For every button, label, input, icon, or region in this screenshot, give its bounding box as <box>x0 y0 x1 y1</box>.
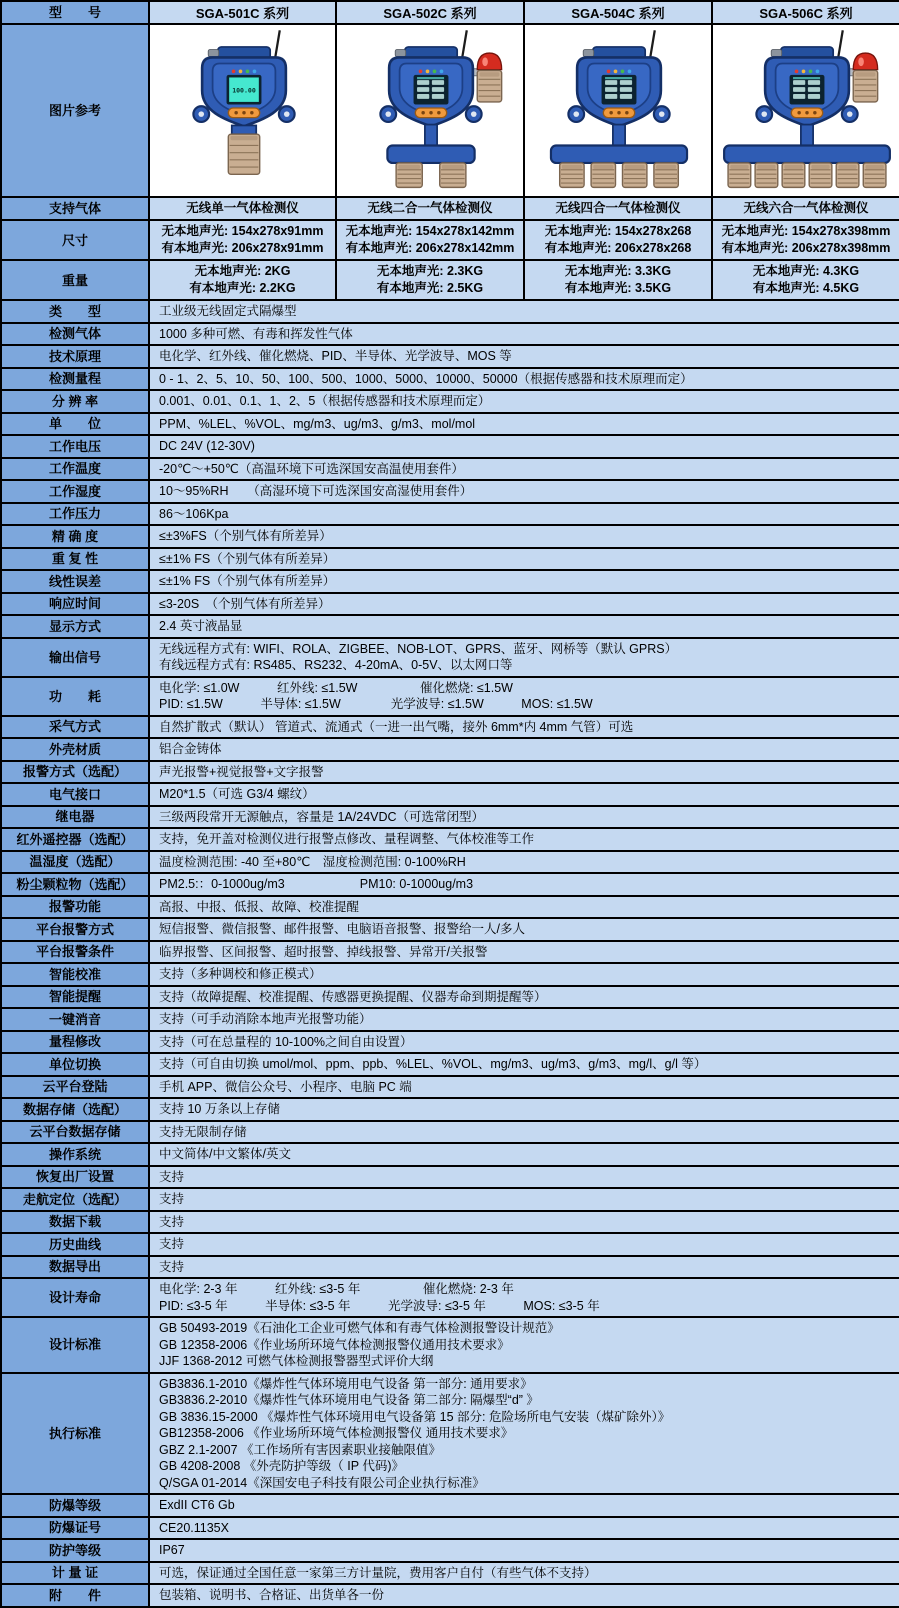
value-line: 支持 10 万条以上存储 <box>159 1102 280 1116</box>
row-label: 工作温度 <box>1 458 149 481</box>
row-label: 支持气体 <box>1 197 149 220</box>
value-line: ≤±1% FS（个别气体有所差异） <box>159 551 336 566</box>
row-label: 报警功能 <box>1 896 149 919</box>
value-line: 无线单一气体检测仪 <box>186 201 299 215</box>
value-line: 支持 <box>159 1192 185 1206</box>
value-line: 有本地声光: 4.5KG <box>752 281 860 295</box>
row-label: 响应时间 <box>1 593 149 616</box>
value-line: 支持 <box>159 1169 185 1184</box>
sensor-probe-icon <box>622 163 646 187</box>
value-line: 临界报警、区间报警、超时报警、掉线报警、异常开/关报警 <box>159 944 488 959</box>
table-row <box>1 918 899 941</box>
row-label: 检测气体 <box>1 323 149 346</box>
table-row <box>1 873 899 896</box>
row-value <box>149 638 899 677</box>
table-row <box>1 1211 899 1234</box>
value-line: 无本地声光: 154x278x268 <box>544 224 692 238</box>
sensor-manifold <box>724 146 890 163</box>
row-value <box>524 220 712 260</box>
value-line: PPM、%LEL、%VOL、mg/m3、ug/m3、g/m3、mol/mol <box>159 416 476 431</box>
row-label: 计 量 证 <box>1 1562 149 1585</box>
row-value <box>149 503 899 526</box>
table-row <box>1 1584 899 1607</box>
table-row <box>1 503 899 526</box>
table-row <box>1 1278 899 1317</box>
table-row <box>1 593 899 616</box>
table-row <box>1 525 899 548</box>
row-label: 云平台登陆 <box>1 1076 149 1099</box>
row-label: 检测量程 <box>1 368 149 391</box>
value-line: 有本地声光: 2.5KG <box>376 281 484 295</box>
gas-detector-illustration-sga-506c <box>713 26 899 190</box>
row-value <box>149 300 899 323</box>
table-row <box>1 1053 899 1076</box>
row-label: 数据下载 <box>1 1211 149 1234</box>
detector-body <box>756 47 857 126</box>
row-value <box>149 963 899 986</box>
row-label: 粉尘颗粒物（选配） <box>1 873 149 896</box>
table-row <box>1 615 899 638</box>
row-label: 一键消音 <box>1 1008 149 1031</box>
sensor-probe-icon <box>440 163 466 187</box>
row-value <box>149 260 336 300</box>
row-label: 采气方式 <box>1 716 149 739</box>
row-value <box>149 677 899 716</box>
row-value <box>149 716 899 739</box>
value-line: GBZ 2.1-2007 《工作场所有害因素职业接触限值》 <box>159 1442 441 1457</box>
table-row <box>1 1317 899 1373</box>
model-header: SGA-506C 系列 <box>712 1 899 24</box>
value-line: 0 - 1、2、5、10、50、100、500、1000、5000、10000、50000（根据传感器和技术原理而定） <box>159 371 693 386</box>
model-header: SGA-502C 系列 <box>336 1 524 24</box>
table-body <box>1 24 899 1607</box>
value-line: 无本地声光: 3.3KG <box>564 264 672 278</box>
row-value <box>149 368 899 391</box>
row-value <box>149 1562 899 1585</box>
value-line: ExdII CT6 Gb <box>159 1498 235 1512</box>
sensor-probe-icon <box>809 163 832 187</box>
value-line: 三级两段常开无源触点，容量是 1A/24VDC（可选常闭型） <box>159 809 485 824</box>
row-value <box>149 1031 899 1054</box>
row-value <box>149 1278 899 1317</box>
row-label: 红外遥控器（选配） <box>1 828 149 851</box>
value-line: 手机 APP、微信公众号、小程序、电脑 PC 端 <box>159 1079 412 1094</box>
row-value <box>149 525 899 548</box>
row-label: 单 位 <box>1 413 149 436</box>
header-row <box>1 1 899 24</box>
row-value <box>149 458 899 481</box>
value-line: 短信报警、微信报警、邮件报警、电脑语音报警、报警给一人/多人 <box>159 922 525 936</box>
row-label: 重量 <box>1 260 149 300</box>
value-line: GB 50493-2019《石油化工企业可燃气体和有毒气体检测报警设计规范》 <box>159 1321 560 1335</box>
row-label: 功 耗 <box>1 677 149 716</box>
row-value <box>149 761 899 784</box>
sensor-probe-icon <box>782 163 805 187</box>
value-line: GB 3836.15-2000 《爆炸性气体环境用电气设备第 15 部分: 危险场所电气安装（煤矿除外）》 <box>159 1409 671 1424</box>
value-line: 支持无限制存储 <box>159 1124 247 1139</box>
row-value <box>149 1317 899 1373</box>
device-image-cell-sga-501c <box>149 24 336 197</box>
value-line: 包装箱、说明书、合格证、出货单各一份 <box>159 1588 385 1602</box>
row-label: 设计寿命 <box>1 1278 149 1317</box>
table-row <box>1 197 899 220</box>
sensor-neck <box>613 125 625 148</box>
gas-detector-illustration-sga-501c <box>150 26 336 190</box>
table-row <box>1 1188 899 1211</box>
row-value <box>149 548 899 571</box>
device-image-cell-sga-504c <box>524 24 712 197</box>
value-line: 支持 <box>159 1214 185 1229</box>
value-line: 无本地声光: 4.3KG <box>752 264 860 278</box>
table-row <box>1 783 899 806</box>
table-row <box>1 1562 899 1585</box>
value-line: GB3836.2-2010《爆炸性气体环境用电气设备 第二部分: 隔爆型“d” 》 <box>159 1393 539 1407</box>
value-line: 86～106Kpa <box>159 506 229 521</box>
value-line: 支持，免开盖对检测仪进行报警点修改、量程调整、气体校准等工作 <box>159 832 535 846</box>
row-label: 报警方式（选配） <box>1 761 149 784</box>
row-label: 智能提醒 <box>1 986 149 1009</box>
row-value <box>149 413 899 436</box>
row-label: 线性误差 <box>1 570 149 593</box>
row-label: 工作压力 <box>1 503 149 526</box>
table-row <box>1 1233 899 1256</box>
row-label: 设计标准 <box>1 1317 149 1373</box>
table-row <box>1 1076 899 1099</box>
sensor-collar <box>232 125 256 134</box>
table-row <box>1 300 899 323</box>
table-row <box>1 677 899 716</box>
table-row <box>1 435 899 458</box>
row-label: 外壳材质 <box>1 738 149 761</box>
row-value <box>336 197 524 220</box>
sensor-manifold <box>387 146 474 163</box>
row-label: 量程修改 <box>1 1031 149 1054</box>
row-value <box>149 1076 899 1099</box>
row-label: 平台报警条件 <box>1 941 149 964</box>
row-value <box>149 615 899 638</box>
sensor-probe-icon <box>591 163 615 187</box>
value-line: 无线四合一气体检测仪 <box>555 201 681 215</box>
row-label: 精 确 度 <box>1 525 149 548</box>
value-line: ≤±3%FS（个别气体有所差异） <box>159 529 332 543</box>
table-row <box>1 986 899 1009</box>
model-header: SGA-504C 系列 <box>524 1 712 24</box>
row-label: 防护等级 <box>1 1539 149 1562</box>
sensor-neck <box>425 125 437 148</box>
row-label: 输出信号 <box>1 638 149 677</box>
row-value <box>149 220 336 260</box>
value-line: 电化学: ≤1.0W 红外线: ≤1.5W 催化燃烧: ≤1.5W <box>159 680 513 695</box>
value-line: IP67 <box>159 1543 185 1557</box>
row-label: 防爆证号 <box>1 1517 149 1540</box>
value-line: 支持 <box>159 1259 185 1274</box>
gas-detector-illustration-sga-504c <box>525 26 712 190</box>
row-value <box>712 220 899 260</box>
table-row <box>1 806 899 829</box>
row-label: 执行标准 <box>1 1373 149 1495</box>
detector-body <box>568 47 669 126</box>
row-value <box>336 220 524 260</box>
value-line: 可选，保证通过全国任意一家第三方计量院，费用客户自付（有些气体不支持） <box>159 1565 597 1580</box>
row-value <box>149 986 899 1009</box>
row-label: 继电器 <box>1 806 149 829</box>
value-line: 0.001、0.01、0.1、1、2、5（根据传感器和技术原理而定） <box>159 394 491 408</box>
row-value <box>712 260 899 300</box>
row-value <box>149 323 899 346</box>
row-label: 电气接口 <box>1 783 149 806</box>
row-label: 走航定位（选配） <box>1 1188 149 1211</box>
value-line: 无线六合一气体检测仪 <box>743 201 869 215</box>
value-line: 声光报警+视觉报警+文字报警 <box>159 764 324 779</box>
row-value <box>149 1373 899 1495</box>
row-value <box>149 1233 899 1256</box>
value-line: 有本地声光: 206x278x91mm <box>161 241 324 255</box>
value-line: 自然扩散式（默认） 管道式、流通式（一进一出气嘴，接外 6mm*内 4mm 气管）可选 <box>159 719 634 734</box>
device-image-cell-sga-506c <box>712 24 899 197</box>
row-value <box>149 851 899 874</box>
value-line: JJF 1368-2012 可燃气体检测报警器型式评价大纲 <box>159 1354 434 1368</box>
value-line: PID: ≤1.5W 半导体: ≤1.5W 光学波导: ≤1.5W MOS: ≤1.5W <box>159 697 593 711</box>
value-line: 2.4 英寸液晶显 <box>159 619 243 633</box>
value-line: 支持 <box>159 1237 185 1251</box>
row-value <box>524 197 712 220</box>
beacon-base <box>477 70 501 101</box>
value-line: Q/SGA 01-2014《深国安电子科技有限公司企业执行标准》 <box>159 1475 485 1490</box>
table-row <box>1 413 899 436</box>
row-label: 尺寸 <box>1 220 149 260</box>
table-row <box>1 345 899 368</box>
sensor-probe-icon <box>396 163 422 187</box>
table-row <box>1 570 899 593</box>
value-line: 无本地声光: 154x278x398mm <box>721 224 891 238</box>
table-row <box>1 480 899 503</box>
value-line: 无本地声光: 154x278x91mm <box>161 224 324 238</box>
value-line: 支持（可手动消除本地声光报警功能） <box>159 1012 372 1026</box>
value-line: 有本地声光: 2.2KG <box>189 281 296 295</box>
value-line: 电化学、红外线、催化燃烧、PID、半导体、光学波导、MOS 等 <box>159 349 512 363</box>
row-value <box>524 260 712 300</box>
row-label: 温湿度（选配） <box>1 851 149 874</box>
sensor-probe-icon <box>755 163 778 187</box>
row-label: 数据存储（选配） <box>1 1098 149 1121</box>
value-line: 10～95%RH （高湿环境下可选深国安高湿使用套件） <box>159 484 473 498</box>
row-value <box>149 941 899 964</box>
row-value <box>149 1517 899 1540</box>
value-line: 铝合金铸体 <box>159 742 222 756</box>
header-model-label: 型 号 <box>1 1 149 24</box>
row-label: 防爆等级 <box>1 1494 149 1517</box>
sensor-probe-icon <box>863 163 886 187</box>
row-label: 附 件 <box>1 1584 149 1607</box>
table-row <box>1 1143 899 1166</box>
row-label: 技术原理 <box>1 345 149 368</box>
svg-text:100.00: 100.00 <box>232 86 256 95</box>
value-line: 1000 多种可燃、有毒和挥发性气体 <box>159 326 353 341</box>
table-row <box>1 1517 899 1540</box>
table-row <box>1 260 899 300</box>
row-value <box>149 806 899 829</box>
row-label: 平台报警方式 <box>1 918 149 941</box>
value-line: 有本地声光: 3.5KG <box>564 281 672 295</box>
table-row <box>1 1166 899 1189</box>
value-line: 支持（可在总量程的 10-100%之间自由设置） <box>159 1034 413 1049</box>
row-label: 分 辨 率 <box>1 390 149 413</box>
row-value <box>149 1098 899 1121</box>
value-line: 支持（多种调校和修正模式） <box>159 967 322 981</box>
value-line: M20*1.5（可选 G3/4 螺纹） <box>159 787 315 801</box>
row-value <box>149 1539 899 1562</box>
value-line: ≤±1% FS（个别气体有所差异） <box>159 574 336 588</box>
row-value <box>149 480 899 503</box>
row-value <box>149 1188 899 1211</box>
sensor-probe-icon <box>654 163 678 187</box>
row-value <box>149 1166 899 1189</box>
row-label: 历史曲线 <box>1 1233 149 1256</box>
value-line: 有本地声光: 206x278x268 <box>544 241 692 255</box>
table-row <box>1 390 899 413</box>
table-row <box>1 638 899 677</box>
table-row <box>1 963 899 986</box>
table-row <box>1 1494 899 1517</box>
row-value <box>149 1053 899 1076</box>
table-row <box>1 761 899 784</box>
row-value <box>149 873 899 896</box>
table-row <box>1 368 899 391</box>
gas-detector-illustration-sga-502c <box>337 26 524 190</box>
value-line: 有本地声光: 206x278x142mm <box>345 241 515 255</box>
row-value <box>149 918 899 941</box>
table-row <box>1 1008 899 1031</box>
table-row <box>1 1373 899 1495</box>
value-line: 高报、中报、低报、故障、校准提醒 <box>159 899 360 914</box>
row-label: 工作电压 <box>1 435 149 458</box>
value-line: PM2.5:：0-1000ug/m3 PM10: 0-1000ug/m3 <box>159 877 474 891</box>
row-value <box>149 738 899 761</box>
table-row <box>1 548 899 571</box>
table-row <box>1 458 899 481</box>
table-row <box>1 1098 899 1121</box>
detector-body <box>193 47 294 126</box>
row-value <box>149 345 899 368</box>
table-row <box>1 1256 899 1279</box>
sensor-neck <box>801 125 813 148</box>
value-line: 工业级无线固定式隔爆型 <box>159 304 297 318</box>
row-value <box>149 1121 899 1144</box>
row-label: 智能校准 <box>1 963 149 986</box>
sensor-probe-icon <box>728 163 751 187</box>
value-line: 支持（故障提醒、校准提醒、传感器更换提醒、仪器寿命到期提醒等） <box>159 989 547 1004</box>
row-value <box>149 896 899 919</box>
table-row <box>1 896 899 919</box>
sensor-manifold <box>551 146 687 163</box>
value-line: ≤3-20S （个别气体有所差异） <box>159 596 331 611</box>
detector-body <box>380 47 481 126</box>
row-value <box>149 783 899 806</box>
row-label: 工作湿度 <box>1 480 149 503</box>
model-header: SGA-501C 系列 <box>149 1 336 24</box>
sensor-probe-icon <box>228 134 259 174</box>
value-line: 无线远程方式有: WIFI、ROLA、ZIGBEE、NOB-LOT、GPRS、蓝牙、网桥等（默认 GPRS） <box>159 641 678 656</box>
row-label: 显示方式 <box>1 615 149 638</box>
value-line: 无本地声光: 2KG <box>194 264 291 278</box>
value-line: 有线远程方式有: RS485、RS232、4-20mA、0-5V、以太网口等 <box>159 658 513 672</box>
value-line: 支持（可自由切换 umol/mol、ppm、ppb、%LEL、%VOL、mg/m3、ug/m3、g/m3、mg/l、g/l 等） <box>159 1057 707 1071</box>
row-value <box>149 435 899 458</box>
row-value <box>149 1584 899 1607</box>
row-label: 图片参考 <box>1 24 149 197</box>
row-label: 恢复出厂设置 <box>1 1166 149 1189</box>
row-label: 类 型 <box>1 300 149 323</box>
value-line: 无本地声光: 2.3KG <box>376 264 484 278</box>
row-label: 操作系统 <box>1 1143 149 1166</box>
table-row <box>1 738 899 761</box>
row-value <box>712 197 899 220</box>
value-line: 有本地声光: 206x278x398mm <box>721 241 891 255</box>
row-label: 数据导出 <box>1 1256 149 1279</box>
beacon-base <box>853 70 877 101</box>
table-row <box>1 220 899 260</box>
device-image-cell-sga-502c <box>336 24 524 197</box>
value-line: 温度检测范围: -40 至+80℃ 湿度检测范围: 0-100%RH <box>159 854 466 869</box>
sensor-probe-icon <box>836 163 859 187</box>
row-value <box>149 570 899 593</box>
value-line: GB 12358-2006《作业场所环境气体检测报警仪通用技术要求》 <box>159 1337 510 1352</box>
table-row <box>1 851 899 874</box>
image-row <box>1 24 899 197</box>
row-label: 重 复 性 <box>1 548 149 571</box>
row-label: 单位切换 <box>1 1053 149 1076</box>
row-value <box>149 197 336 220</box>
value-line: -20℃～+50℃（高温环境下可选深国安高温使用套件） <box>159 461 464 476</box>
value-line: GB3836.1-2010《爆炸性气体环境用电气设备 第一部分: 通用要求》 <box>159 1376 533 1391</box>
value-line: 无线二合一气体检测仪 <box>367 201 493 215</box>
row-value <box>149 390 899 413</box>
sensor-probe-icon <box>560 163 584 187</box>
table-row <box>1 941 899 964</box>
row-value <box>149 1494 899 1517</box>
table-row <box>1 828 899 851</box>
table-row <box>1 716 899 739</box>
row-value <box>149 593 899 616</box>
table-row <box>1 1121 899 1144</box>
row-value <box>149 828 899 851</box>
table-row <box>1 1539 899 1562</box>
value-line: 中文简体/中文繁体/英文 <box>159 1147 291 1161</box>
row-value <box>336 260 524 300</box>
row-value <box>149 1211 899 1234</box>
row-label: 云平台数据存储 <box>1 1121 149 1144</box>
row-value <box>149 1256 899 1279</box>
value-line: GB 4208-2008 《外壳防护等级（ IP 代码)》 <box>159 1459 404 1473</box>
value-line: GB12358-2006 《作业场所环境气体检测报警仪 通用技术要求》 <box>159 1426 514 1440</box>
table-row <box>1 1031 899 1054</box>
value-line: 电化学: 2-3 年 红外线: ≤3-5 年 催化燃烧: 2-3 年 <box>159 1282 514 1296</box>
value-line: DC 24V (12-30V) <box>159 439 255 453</box>
row-value <box>149 1008 899 1031</box>
row-value <box>149 1143 899 1166</box>
table-row <box>1 323 899 346</box>
value-line: PID: ≤3-5 年 半导体: ≤3-5 年 光学波导: ≤3-5 年 MOS: ≤3-5 年 <box>159 1298 600 1313</box>
value-line: 无本地声光: 154x278x142mm <box>345 224 515 238</box>
value-line: CE20.1135X <box>159 1520 229 1535</box>
